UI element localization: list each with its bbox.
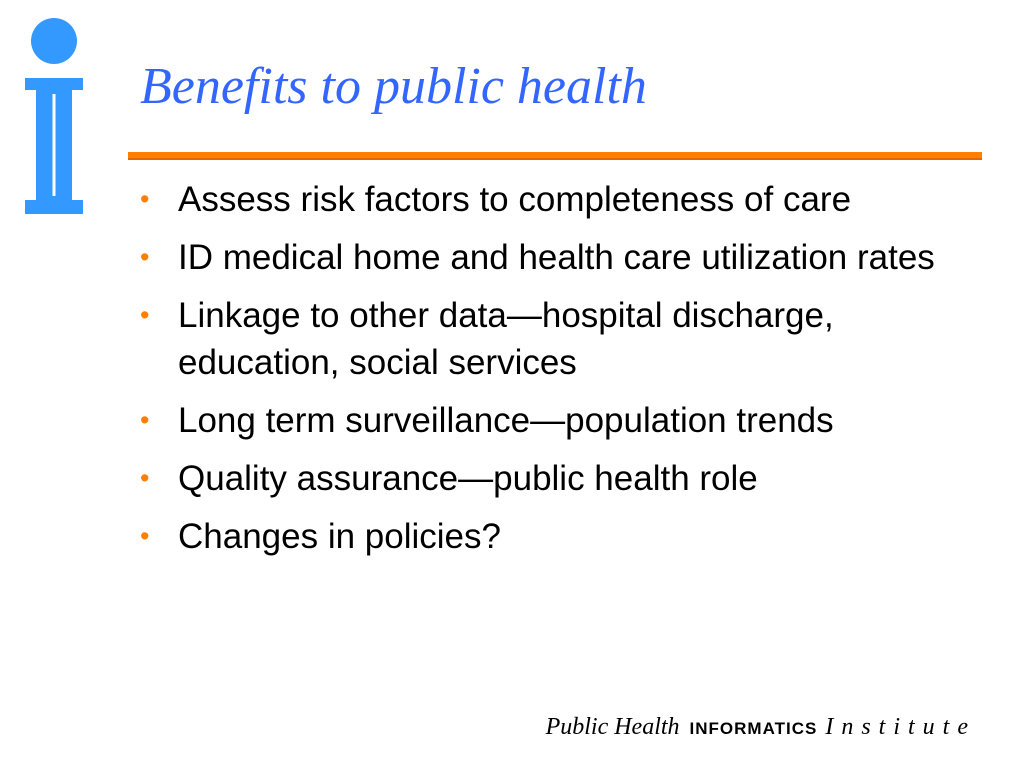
bullet-marker: • xyxy=(140,242,150,272)
bullet-text: Assess risk factors to completeness of care xyxy=(178,180,852,219)
bullet-item xyxy=(140,234,960,281)
bullet-text: Quality assurance—public health role xyxy=(178,459,758,498)
bullet-marker: • xyxy=(140,300,150,330)
bullet-marker: • xyxy=(140,405,150,435)
bullet-marker: • xyxy=(140,521,150,551)
bullet-item xyxy=(140,455,960,502)
bullet-item xyxy=(140,176,960,223)
bullet-text: Long term surveillance—population trends xyxy=(178,401,834,440)
bullet-list xyxy=(140,176,960,571)
bullet-marker: • xyxy=(140,184,150,214)
footer-institute: Institute xyxy=(825,714,976,740)
slide-title: Benefits to public health xyxy=(140,58,647,115)
bullet-text: ID medical home and health care utilization rates xyxy=(178,238,935,277)
title-divider xyxy=(128,152,982,160)
bullet-item xyxy=(140,397,960,444)
bullet-item xyxy=(140,292,960,386)
bullet-item xyxy=(140,513,960,560)
footer-public-health: Public Health xyxy=(545,714,680,740)
bullet-text: Changes in policies? xyxy=(178,517,501,556)
footer-logo xyxy=(546,712,976,744)
footer-informatics: INFORMATICS xyxy=(689,719,818,738)
bullet-text: Linkage to other data—hospital discharge, education, social services xyxy=(178,296,834,382)
bullet-marker: • xyxy=(140,463,150,493)
info-i-icon xyxy=(22,16,90,216)
